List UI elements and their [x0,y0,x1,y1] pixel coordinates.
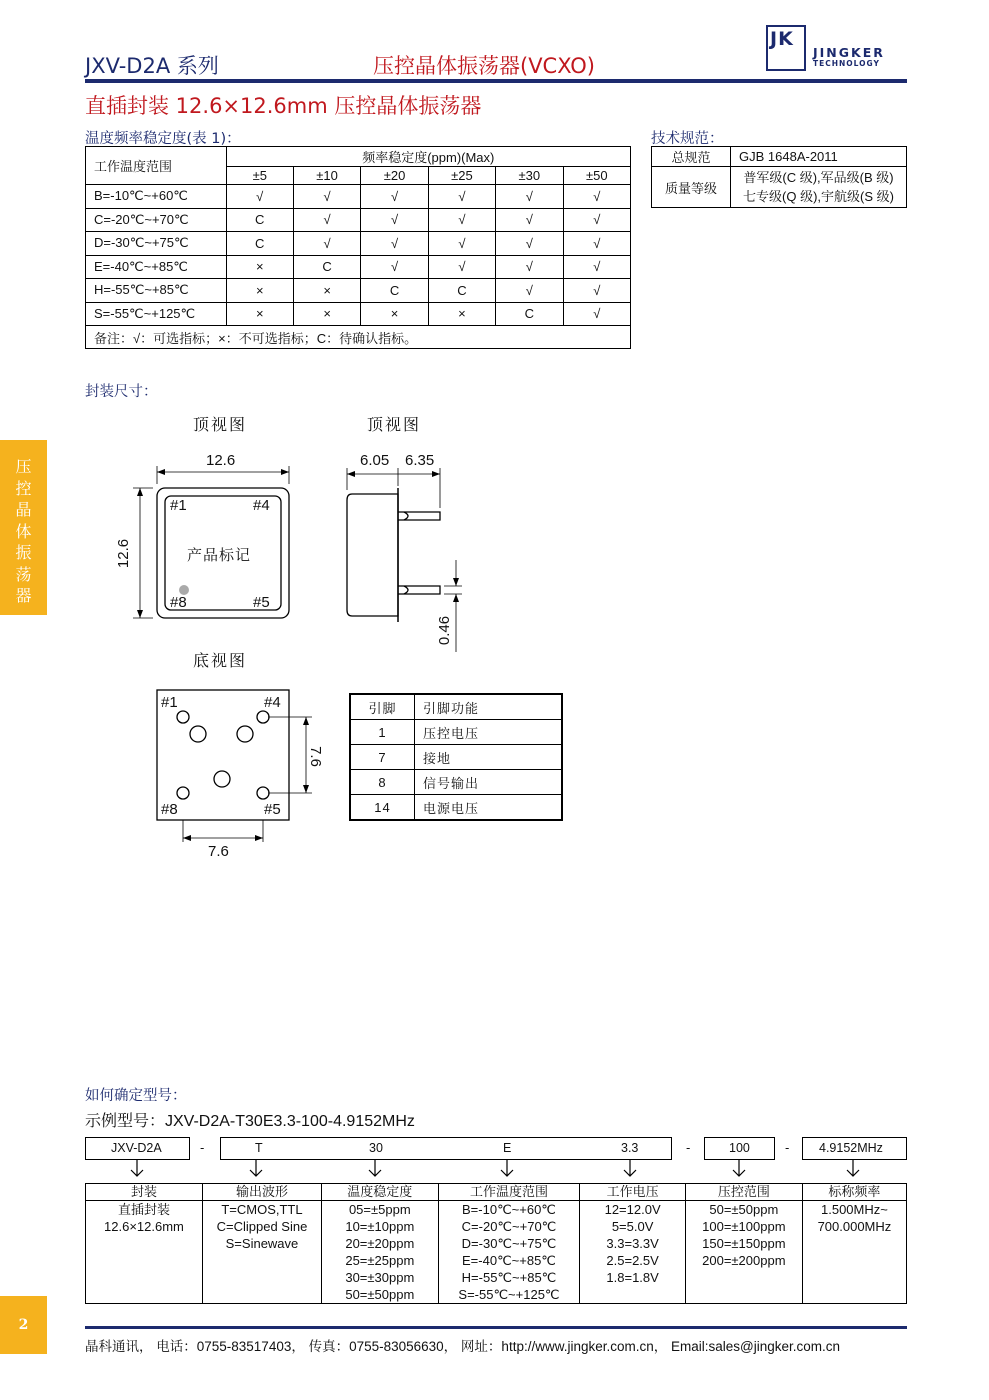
stability-group-header: 频率稳定度(ppm)(Max) [226,147,630,167]
spec-quality-line: 七专级(Q 级),宇航级(S 级) [743,189,894,204]
stability-cell: √ [563,232,630,256]
pin-number-cell: 1 [350,720,415,745]
model-box-main [220,1137,672,1160]
spec-general-label: 总规范 [652,147,731,167]
col-temp-range-header: 工作温度范围 [86,147,227,185]
pin-func-col-header: 引脚功能 [415,694,563,720]
stability-cell: C [496,302,563,326]
stability-col-header: ±10 [293,167,360,185]
stability-cell: √ [361,208,428,232]
model-option: B=-10℃~+60℃ [462,1202,556,1217]
pin-5-hole [257,787,269,799]
stability-cell: × [361,302,428,326]
bottom-pin-8-label: #8 [161,801,178,818]
model-option: 1.8=1.8V [606,1270,659,1285]
temp-range-cell: H=-55℃~+85℃ [86,279,227,303]
stability-cell: × [293,279,360,303]
spec-quality-line: 普军级(C 级),军品级(B 级) [743,170,894,185]
model-dash: - [686,1141,691,1155]
stability-cell: √ [361,232,428,256]
stability-cell: √ [293,185,360,209]
stability-col-header: ±30 [496,167,563,185]
stability-cell: √ [563,208,630,232]
model-stability-code: 30 [369,1141,383,1155]
stability-cell: √ [293,208,360,232]
stability-col-header: ±25 [428,167,495,185]
model-option: 1.500MHz~ [821,1202,888,1217]
spec-section-title: 技术规范： [651,131,724,147]
model-option: S=-55℃~+125℃ [458,1287,560,1302]
model-option: 2.5=2.5V [606,1253,659,1268]
model-option: 直插封装 [117,1202,170,1217]
model-col-values [802,1201,906,1304]
stability-cell: √ [496,232,563,256]
top-view-caption: 顶视图 [193,415,248,434]
stability-cell: × [293,302,360,326]
side-view-body [347,494,398,616]
stability-cell: × [226,279,293,303]
pin-function-cell: 压控电压 [415,720,563,745]
footer-contact: 晶科通讯， 电话：0755-83517403， 传真：0755-83056630， 网址：http://www.jingker.com.cn， Email:sales@jingker.com.cn [85,1339,841,1354]
model-freq-code: 4.9152MHz [819,1141,883,1155]
model-option: 10=±10ppm [345,1219,415,1234]
dim-height-label: 12.6 [115,538,133,569]
side-tab-char: 压 [15,457,32,476]
model-col-header: 封装 [86,1184,203,1201]
stability-cell: √ [293,232,360,256]
model-option: 3.3=3.3V [606,1236,659,1251]
model-pull-code: 100 [729,1141,750,1155]
model-col-values [438,1201,580,1304]
stability-cell: √ [563,185,630,209]
bottom-view-caption: 底视图 [193,651,248,670]
temp-range-cell: E=-40℃~+85℃ [86,255,227,279]
stability-cell: √ [428,255,495,279]
model-code-table [85,1183,907,1304]
stability-cell: √ [496,208,563,232]
temp-range-cell: D=-30℃~+75℃ [86,232,227,256]
model-option: S=Sinewave [225,1236,299,1251]
model-option: 12=12.0V [604,1202,661,1217]
side-tab-char: 晶 [15,500,32,519]
pin-row [350,720,562,745]
model-option: 25=±25ppm [345,1253,415,1268]
model-col-values [322,1201,439,1304]
pin-4-label: #4 [253,497,270,514]
side-tab-char: 荡 [15,564,32,584]
side-tab-char: 体 [15,521,32,541]
series-title: JXV-D2A 系列 [85,54,219,78]
package-section-title: 封装尺寸： [85,384,158,400]
pin-8-label: #8 [170,594,187,611]
side-view-pin-top [398,512,440,520]
stability-cell: × [428,302,495,326]
stability-cell: C [361,279,428,303]
stability-cell: √ [361,185,428,209]
model-col-header: 标称频率 [802,1184,906,1201]
stability-cell: C [293,255,360,279]
pin-row [350,745,562,770]
temp-range-cell: S=-55℃~+125℃ [86,302,227,326]
pin-col-header: 引脚 [350,694,415,720]
standoff [214,771,230,787]
pin-5-label: #5 [253,594,270,611]
model-dash: - [785,1141,790,1155]
footer-divider [85,1326,907,1329]
side-tab-char: 振 [15,543,32,562]
model-dash: - [200,1141,205,1155]
stability-cell: √ [563,302,630,326]
model-option: 50=±50ppm [345,1287,415,1302]
dim-bottom-h-label: 7.6 [306,746,324,767]
stability-col-header: ±50 [563,167,630,185]
model-option: D=-30℃~+75℃ [461,1236,557,1251]
stability-col-header: ±20 [361,167,428,185]
pin-row [350,795,562,821]
model-arrows [0,1158,989,1186]
model-box-pull [704,1137,775,1160]
product-marking-label: 产品标记 [187,546,252,564]
page-subtitle: 直插封装 12.6×12.6mm 压控晶体振荡器 [85,94,482,118]
stability-cell: √ [496,279,563,303]
pin-function-table [349,693,563,821]
model-option: H=-55℃~+85℃ [461,1270,557,1285]
model-col-header: 压控范围 [685,1184,802,1201]
model-section-title: 如何确定型号： [85,1088,187,1104]
standoff [190,726,206,742]
bottom-pin-4-label: #4 [264,694,281,711]
dim-bottom-w-label: 7.6 [208,843,229,860]
stability-cell: √ [563,279,630,303]
model-option: 30=±30ppm [345,1270,415,1285]
stability-col-header: ±5 [226,167,293,185]
stability-cell: × [226,302,293,326]
logo-name: JINGKER [813,45,885,60]
model-option: 700.000MHz [817,1219,892,1234]
model-option: E=-40℃~+85℃ [462,1253,556,1268]
pin-function-cell: 电源电压 [415,795,563,821]
model-option: 200=±200ppm [702,1253,786,1268]
stability-cell: √ [361,255,428,279]
dim-side-a-label: 6.05 [360,452,390,469]
product-category-title: 压控晶体振荡器(VCXO) [373,54,595,78]
model-voltage-code: 3.3 [621,1141,639,1155]
model-option: 50=±50ppm [709,1202,779,1217]
model-output-code: T [255,1141,263,1155]
model-box-freq [802,1137,907,1160]
model-col-header: 输出波形 [202,1184,321,1201]
model-option: C=-20℃~+70℃ [461,1219,557,1234]
model-box-package [85,1137,190,1160]
model-option: 20=±20ppm [345,1236,415,1251]
page-number: 2 [0,1296,47,1354]
side-tab-char: 控 [15,478,32,498]
model-option: 12.6×12.6mm [104,1219,184,1234]
model-temp-code: E [503,1141,512,1155]
model-col-header: 工作电压 [580,1184,686,1201]
stability-cell: √ [496,185,563,209]
stability-cell: √ [563,255,630,279]
model-col-values [202,1201,321,1304]
logo-sub: TECHNOLOGY [813,59,880,68]
spec-quality-label: 质量等级 [652,167,731,208]
stability-cell: √ [496,255,563,279]
pin-function-cell: 接地 [415,745,563,770]
bottom-pin-1-label: #1 [161,694,178,711]
standoff [237,726,253,742]
stability-cell: √ [428,185,495,209]
model-option: 100=±100ppm [702,1219,786,1234]
stability-cell: C [226,208,293,232]
model-package-code: JXV-D2A [111,1141,162,1155]
stability-cell: √ [226,185,293,209]
example-model: 示例型号：JXV-D2A-T30E3.3-100-4.9152MHz [85,1113,415,1130]
dim-side-b-label: 6.35 [405,452,435,469]
model-option: T=CMOS,TTL [221,1202,303,1217]
side-tab-char: 器 [15,586,32,605]
stability-cell: C [428,279,495,303]
stability-cell: √ [428,232,495,256]
stability-cell: × [226,255,293,279]
model-col-values [580,1201,686,1304]
pin-function-cell: 信号输出 [415,770,563,795]
pin-1-hole [177,711,189,723]
pin-number-cell: 14 [350,795,415,821]
bottom-pin-5-label: #5 [264,801,281,818]
pin-number-cell: 8 [350,770,415,795]
model-option: C=Clipped Sine [216,1219,308,1234]
model-col-values [685,1201,802,1304]
model-option: 5=5.0V [611,1219,654,1234]
pin-row [350,770,562,795]
stability-note: 备注：√：可选指标；×：不可选指标；C：待确认指标。 [86,326,631,349]
stability-cell: C [226,232,293,256]
model-option: 05=±5ppm [348,1202,411,1217]
dim-pin-label: 0.46 [436,615,454,646]
stability-section-title: 温度频率稳定度(表 1)： [85,131,241,147]
model-col-header: 工作温度范围 [438,1184,580,1201]
model-option: 150=±150ppm [702,1236,786,1251]
spec-general-value: GJB 1648A-2011 [731,147,907,167]
side-view-caption: 顶视图 [367,415,422,434]
logo-mark: JK [770,28,794,50]
temp-range-cell: B=-10℃~+60℃ [86,185,227,209]
dim-width-label: 12.6 [206,452,236,469]
model-col-header: 温度稳定度 [322,1184,439,1201]
temp-range-cell: C=-20℃~+70℃ [86,208,227,232]
pin-1-label: #1 [170,497,187,514]
side-view-pin-bottom [398,586,440,594]
pin-number-cell: 7 [350,745,415,770]
model-col-values [86,1201,203,1304]
stability-cell: √ [428,208,495,232]
pin-8-hole [177,787,189,799]
pin-4-hole [257,711,269,723]
